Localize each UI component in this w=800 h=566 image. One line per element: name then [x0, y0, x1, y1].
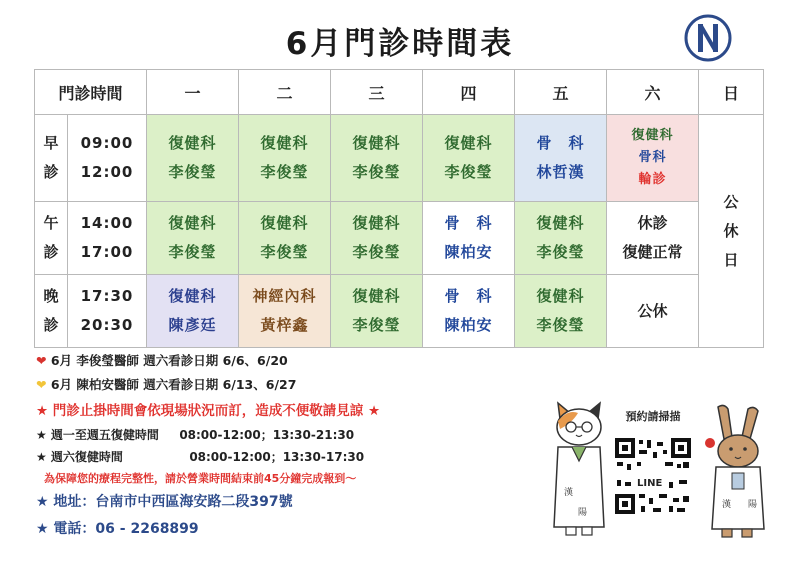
- note-warning: ★ 門診止掛時間會依現場狀況而訂，造成不便敬請見諒 ★: [36, 403, 381, 419]
- slot-thu-eve: [423, 275, 515, 348]
- slot-dept: 復健科: [168, 134, 217, 152]
- slot-mon-eve: [147, 275, 239, 348]
- slot-doctor: 李俊瑩: [168, 243, 217, 261]
- rabbit-mascot-icon: [700, 403, 774, 539]
- slot-dept: 復健科: [536, 214, 585, 232]
- slot-sat-pm: [607, 202, 699, 275]
- session-label-bottom: 診: [43, 243, 59, 261]
- slot-sat-eve: 公休: [607, 275, 699, 348]
- header-sun: 日: [699, 70, 764, 115]
- session-label-top: 早: [43, 134, 59, 152]
- slot-fri-am: [515, 115, 607, 202]
- slot-dept: 復健科: [168, 214, 217, 232]
- slot-wed-pm: [331, 202, 423, 275]
- slot-doctor: 李俊瑩: [352, 163, 401, 181]
- slot-sat-pm-line1: 休診: [637, 214, 668, 232]
- slot-doctor: 林哲漢: [536, 163, 585, 181]
- schedule-table: [34, 69, 764, 348]
- slot-mon-am: [147, 115, 239, 202]
- cat-mascot-icon: [548, 399, 610, 539]
- slot-sat-pm-line2: 復健正常: [622, 243, 683, 261]
- sunday-char: 日: [723, 250, 739, 269]
- note-weekday-hours: [36, 426, 354, 443]
- note-saturday-hours: [36, 448, 364, 465]
- heart-red-icon: ❤: [36, 353, 47, 368]
- slot-doctor: 陳彥廷: [168, 316, 217, 334]
- session-end: 17:00: [80, 243, 134, 261]
- session-start: 09:00: [80, 134, 134, 152]
- slot-tue-am: [239, 115, 331, 202]
- slot-doctor: 黃梓鑫: [260, 316, 309, 334]
- slot-doctor: 李俊瑩: [536, 243, 585, 261]
- slot-doctor: 李俊瑩: [444, 163, 493, 181]
- slot-doctor: 李俊瑩: [352, 243, 401, 261]
- sunday-char: 公: [723, 192, 739, 211]
- slot-dept: 復健科: [168, 287, 217, 305]
- qr-brand: LINE: [637, 478, 663, 489]
- session-afternoon: [35, 202, 147, 275]
- note-line2: 6月 陳柏安醫師 週六看診日期 6/13、6/27: [50, 377, 297, 392]
- slot-sat-am-line2: 骨科: [638, 150, 667, 165]
- session-label-bottom: 診: [43, 163, 59, 181]
- slot-dept: 復健科: [352, 214, 401, 232]
- rabbit-label-top: 漢: [722, 500, 732, 510]
- slot-dept: 復健科: [352, 287, 401, 305]
- slot-dept: 骨 科: [444, 287, 493, 305]
- slot-dept: 骨 科: [444, 214, 493, 232]
- note-weekday-label: ★ 週一至週五復健時間: [36, 428, 159, 442]
- qr-code-icon[interactable]: [613, 436, 693, 516]
- slot-wed-am: [331, 115, 423, 202]
- header-corner: 門診時間: [35, 70, 147, 115]
- note-address: ★ 地址：台南市中西區海安路二段397號: [36, 494, 293, 510]
- session-start: 17:30: [80, 287, 134, 305]
- slot-sunday: [699, 115, 764, 348]
- sunday-char: 休: [723, 221, 739, 240]
- slot-thu-am: [423, 115, 515, 202]
- header-thu: 四: [423, 70, 515, 115]
- note-doctor-lee: [36, 351, 288, 369]
- slot-fri-pm: [515, 202, 607, 275]
- header-wed: 三: [331, 70, 423, 115]
- slot-doctor: 陳柏安: [444, 316, 493, 334]
- slot-fri-eve: [515, 275, 607, 348]
- note-saturday-value: 08:00-12:00；13:30-17:30: [189, 450, 365, 464]
- slot-doctor: 李俊瑩: [352, 316, 401, 334]
- rabbit-label-bottom: 陽: [748, 500, 758, 510]
- heart-yellow-icon: ❤: [36, 377, 47, 392]
- slot-sat-am-line1: 復健科: [631, 128, 674, 143]
- header-sat: 六: [607, 70, 699, 115]
- note-weekday-value: 08:00-12:00；13:30-21:30: [179, 428, 355, 442]
- qr-caption: 預約請掃描: [625, 410, 681, 423]
- slot-dept: 復健科: [260, 214, 309, 232]
- session-label-top: 午: [43, 214, 59, 232]
- slot-doctor: 李俊瑩: [168, 163, 217, 181]
- slot-sat-am-line3: 輪診: [638, 172, 667, 187]
- header-tue: 二: [239, 70, 331, 115]
- header-mon: 一: [147, 70, 239, 115]
- slot-doctor: 李俊瑩: [260, 163, 309, 181]
- session-label-top: 晚: [43, 287, 59, 305]
- cat-label-top: 漢: [564, 488, 574, 498]
- slot-dept: 復健科: [444, 134, 493, 152]
- slot-doctor: 李俊瑩: [536, 316, 585, 334]
- note-arrival-reminder: 為保障您的療程完整性，請於營業時間結束前45分鐘完成報到～: [44, 472, 357, 485]
- session-morning: [35, 115, 147, 202]
- slot-doctor: 陳柏安: [444, 243, 493, 261]
- note-line1: 6月 李俊瑩醫師 週六看診日期 6/6、6/20: [50, 353, 288, 368]
- slot-dept: 復健科: [352, 134, 401, 152]
- slot-wed-eve: [331, 275, 423, 348]
- header-fri: 五: [515, 70, 607, 115]
- qr-block: [607, 408, 699, 516]
- slot-sat-am: [607, 115, 699, 202]
- note-doctor-chen: [36, 375, 296, 393]
- slot-dept: 復健科: [536, 287, 585, 305]
- session-end: 20:30: [80, 316, 134, 334]
- clinic-logo: [684, 14, 732, 62]
- session-label-bottom: 診: [43, 316, 59, 334]
- session-start: 14:00: [80, 214, 134, 232]
- page-title: 6月門診時間表: [285, 26, 515, 62]
- slot-tue-eve: [239, 275, 331, 348]
- session-evening: [35, 275, 147, 348]
- slot-dept: 骨 科: [536, 134, 585, 152]
- note-phone: ★ 電話：06 - 2268899: [36, 521, 199, 537]
- session-end: 12:00: [80, 163, 134, 181]
- slot-dept: 神經內科: [252, 287, 317, 305]
- slot-doctor: 李俊瑩: [260, 243, 309, 261]
- slot-dept: 復健科: [260, 134, 309, 152]
- slot-mon-pm: [147, 202, 239, 275]
- cat-label-bottom: 陽: [578, 508, 588, 518]
- note-saturday-label: ★ 週六復健時間: [36, 450, 123, 464]
- slot-thu-pm: [423, 202, 515, 275]
- slot-tue-pm: [239, 202, 331, 275]
